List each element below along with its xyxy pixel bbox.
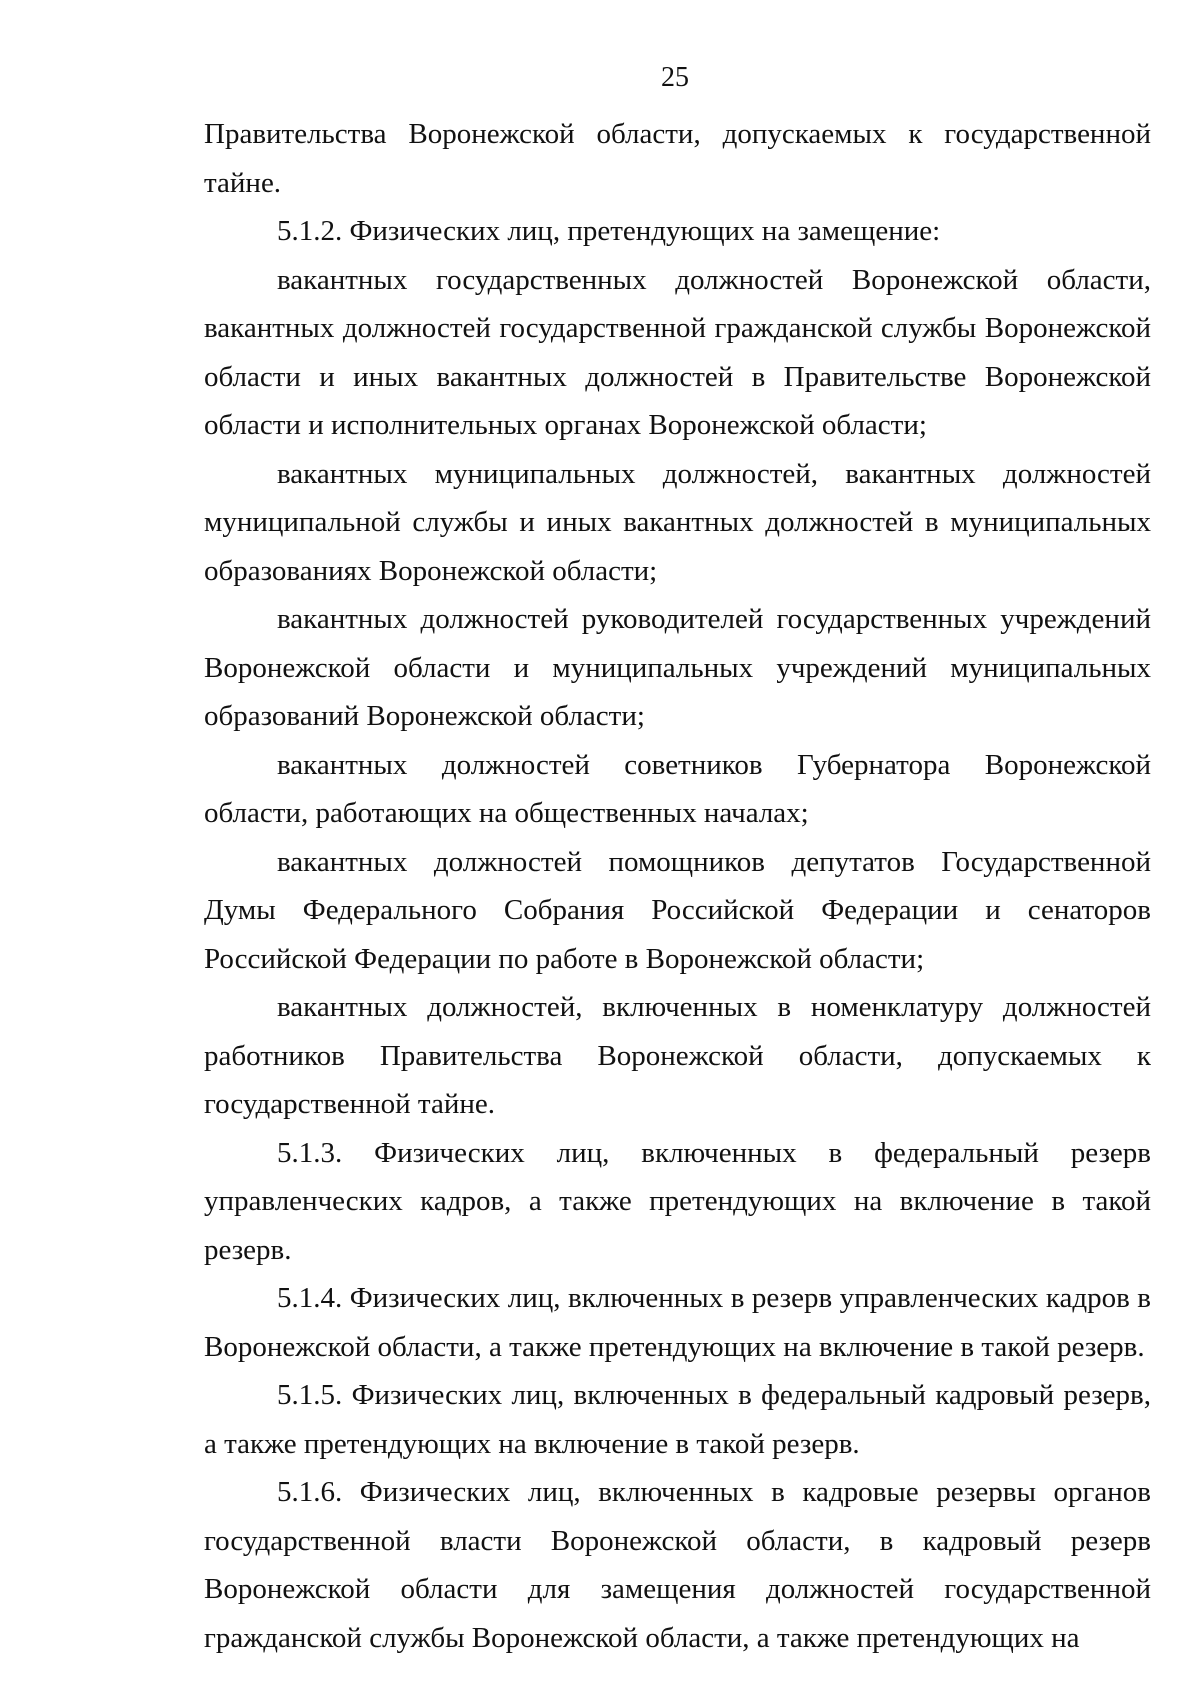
list-item-deputy-assistants: вакантных должностей помощников депутатов Государственной Думы Федерального Собрания Российской Федерации и сенаторов Российской Федерации по работе в Воронежской области; bbox=[204, 845, 1151, 975]
paragraph-continuation: Правительства Воронежской области, допускаемых к государственной тайне. bbox=[204, 118, 1151, 199]
paragraph-5-1-4: 5.1.4. Физических лиц, включенных в резерв управленческих кадров в Воронежской области, а также претендующих на включение в такой резерв. bbox=[204, 1282, 1151, 1363]
list-item-nomenclature-positions: вакантных должностей, включенных в номенклатуру должностей работников Правительства Воронежской области, допускаемых к государственной тайне. bbox=[204, 991, 1151, 1120]
list-item-state-positions: вакантных государственных должностей Воронежской области, вакантных должностей государственной гражданской службы Воронежской области и иных вакантных должностей в Правительстве Воронежской области и исполнительных органах Воронежской области; bbox=[204, 263, 1151, 441]
list-item-municipal-positions: вакантных муниципальных должностей, вакантных должностей муниципальной службы и иных вакантных должностей в муниципальных образованиях Воронежской области; bbox=[204, 457, 1151, 587]
list-item-governor-advisors: вакантных должностей советников Губернатора Воронежской области, работающих на общественных началах; bbox=[204, 748, 1151, 829]
list-item-institution-heads: вакантных должностей руководителей государственных учреждений Воронежской области и муниципальных учреждений муниципальных образований Воронежской области; bbox=[204, 603, 1151, 732]
page-number: 25 bbox=[661, 62, 689, 93]
document-body bbox=[204, 110, 1151, 1662]
paragraph-5-1-3: 5.1.3. Физических лиц, включенных в федеральный резерв управленческих кадров, а также претендующих на включение в такой резерв. bbox=[204, 1136, 1151, 1266]
paragraph-5-1-2: 5.1.2. Физических лиц, претендующих на замещение: bbox=[277, 215, 941, 247]
paragraph-5-1-6: 5.1.6. Физических лиц, включенных в кадровые резервы органов государственной власти Воронежской области, в кадровый резерв Воронежской области для замещения должностей государственной гражданской службы Воронежской области, а также претендующих на bbox=[204, 1476, 1151, 1654]
paragraph-5-1-5: 5.1.5. Физических лиц, включенных в федеральный кадровый резерв, а также претендующих на включение в такой резерв. bbox=[204, 1379, 1151, 1460]
